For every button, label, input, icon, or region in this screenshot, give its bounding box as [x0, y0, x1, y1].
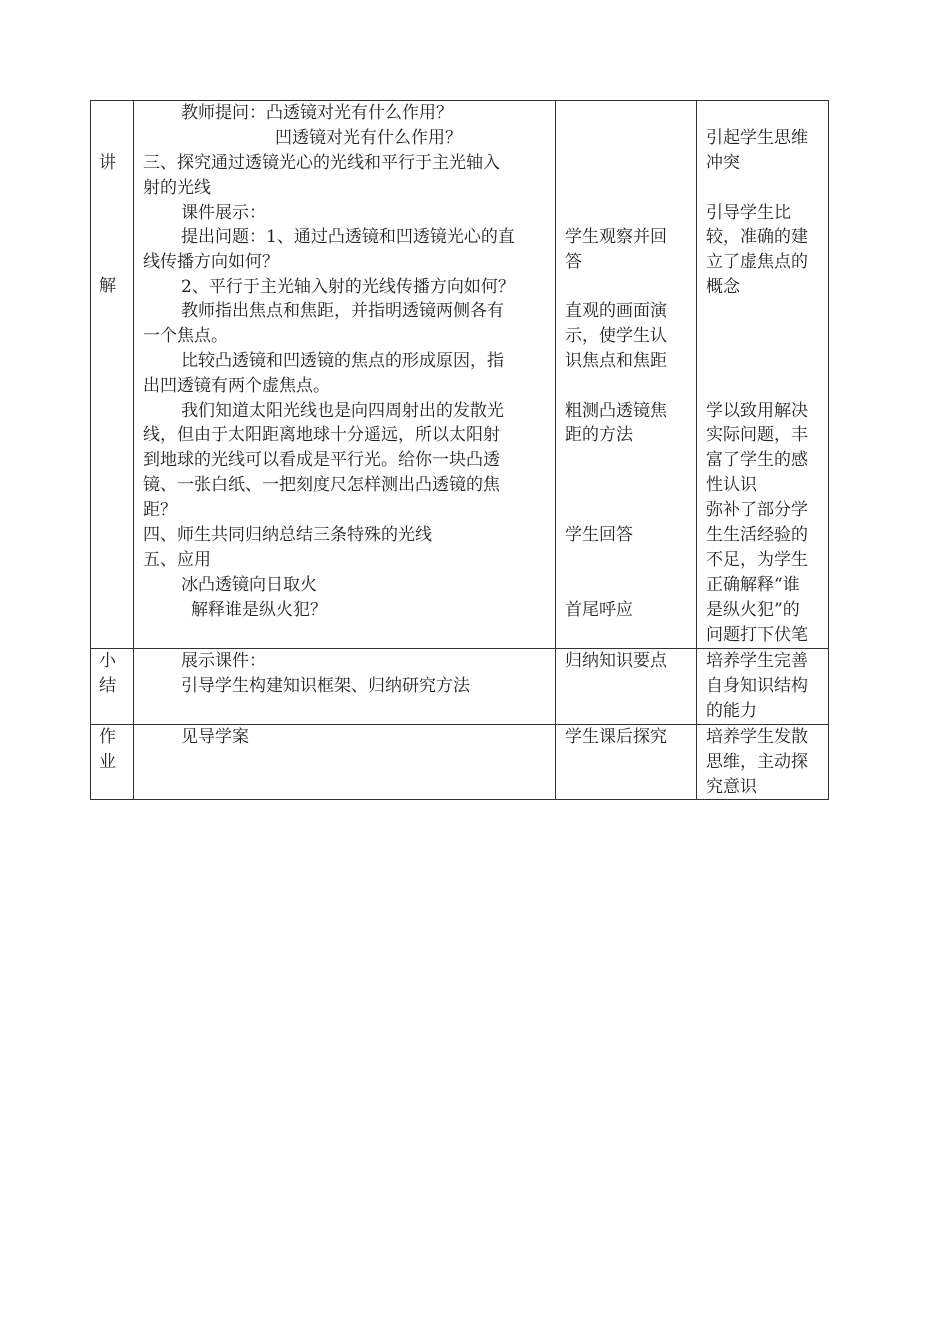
- design-intent-line: 思维，主动探: [706, 752, 808, 772]
- stage-label-lecture-2: 解: [99, 276, 116, 296]
- content-line: 教师提问：凸透镜对光有什么作用？: [181, 103, 453, 123]
- content-line: 比较凸透镜和凹透镜的焦点的形成原因，指: [181, 351, 504, 371]
- design-intent-line: 富了学生的感: [706, 450, 808, 470]
- content-line: 镜、一张白纸、一把刻度尺怎样测出凸透镜的焦: [143, 475, 500, 495]
- content-line: 线传播方向如何？: [143, 252, 279, 272]
- content-line: 引导学生构建知识框架、归纳研究方法: [181, 676, 470, 696]
- content-line: 教师指出焦点和焦距，并指明透镜两侧各有: [181, 301, 504, 321]
- design-intent-line: 的能力: [706, 701, 757, 721]
- content-line: 2、平行于主光轴入射的光线传播方向如何？: [181, 277, 515, 297]
- content-line: 展示课件：: [181, 651, 266, 671]
- stage-label-summary-2: 结: [99, 676, 116, 696]
- content-line: 五、应用: [143, 550, 211, 570]
- student-activity-line: 学生课后探究: [565, 727, 667, 747]
- content-line: 凹透镜对光有什么作用？: [275, 128, 462, 148]
- content-line: 出凹透镜有两个虚焦点。: [143, 376, 330, 396]
- content-line: 见导学案: [181, 727, 249, 747]
- stage-label-lecture-1: 讲: [99, 153, 116, 173]
- student-activity-line: 直观的画面演: [565, 301, 667, 321]
- student-activity-line: 首尾呼应: [565, 600, 633, 620]
- design-intent-line: 较，准确的建: [706, 227, 808, 247]
- student-activity-line: 归纳知识要点: [565, 651, 667, 671]
- content-line: 冰凸透镜向日取火: [181, 575, 317, 595]
- design-intent-line: 引导学生比: [706, 203, 791, 223]
- design-intent-line: 正确解释“谁: [706, 575, 800, 595]
- student-activity-line: 学生回答: [565, 525, 633, 545]
- design-intent-line: 问题打下伏笔: [706, 625, 808, 645]
- design-intent-line: 自身知识结构: [706, 676, 808, 696]
- content-line: 课件展示：: [181, 203, 266, 223]
- design-intent-line: 生生活经验的: [706, 525, 808, 545]
- design-intent-line: 性认识: [706, 475, 757, 495]
- lesson-plan-table: [90, 100, 829, 800]
- content-line: 线，但由于太阳距离地球十分遥远，所以太阳射: [143, 425, 500, 445]
- column-divider-student: [696, 101, 697, 799]
- column-divider-stage: [133, 101, 134, 799]
- design-intent-line: 概念: [706, 277, 740, 297]
- content-line: 四、师生共同归纳总结三条特殊的光线: [143, 525, 432, 545]
- student-activity-line: 识焦点和焦距: [565, 351, 667, 371]
- student-activity-line: 学生观察并回: [565, 227, 667, 247]
- design-intent-line: 实际问题，丰: [706, 425, 808, 445]
- content-line: 解释谁是纵火犯？: [191, 600, 327, 620]
- student-activity-line: 距的方法: [565, 425, 633, 445]
- stage-label-homework-1: 作: [99, 727, 116, 747]
- student-activity-line: 答: [565, 252, 582, 272]
- stage-label-homework-2: 业: [99, 752, 116, 772]
- design-intent-line: 培养学生发散: [706, 727, 808, 747]
- content-line: 到地球的光线可以看成是平行光。给你一块凸透: [143, 450, 500, 470]
- design-intent-line: 立了虚焦点的: [706, 252, 808, 272]
- content-line: 三、探究通过透镜光心的光线和平行于主光轴入: [143, 153, 500, 173]
- design-intent-line: 学以致用解决: [706, 401, 808, 421]
- design-intent-line: 是纵火犯”的: [706, 600, 800, 620]
- design-intent-line: 冲突: [706, 153, 740, 173]
- column-divider-content: [555, 101, 556, 799]
- design-intent-line: 引起学生思维: [706, 128, 808, 148]
- stage-label-summary-1: 小: [99, 651, 116, 671]
- design-intent-line: 不足，为学生: [706, 550, 808, 570]
- content-line: 射的光线: [143, 178, 211, 198]
- design-intent-line: 弥补了部分学: [706, 500, 808, 520]
- design-intent-line: 培养学生完善: [706, 651, 808, 671]
- student-activity-line: 粗测凸透镜焦: [565, 401, 667, 421]
- content-line: 我们知道太阳光线也是向四周射出的发散光: [181, 401, 504, 421]
- student-activity-line: 示，使学生认: [565, 326, 667, 346]
- content-line: 提出问题：1、通过凸透镜和凹透镜光心的直: [181, 227, 515, 247]
- design-intent-line: 究意识: [706, 777, 757, 797]
- content-line: 距？: [143, 500, 177, 520]
- content-line: 一个焦点。: [143, 326, 228, 346]
